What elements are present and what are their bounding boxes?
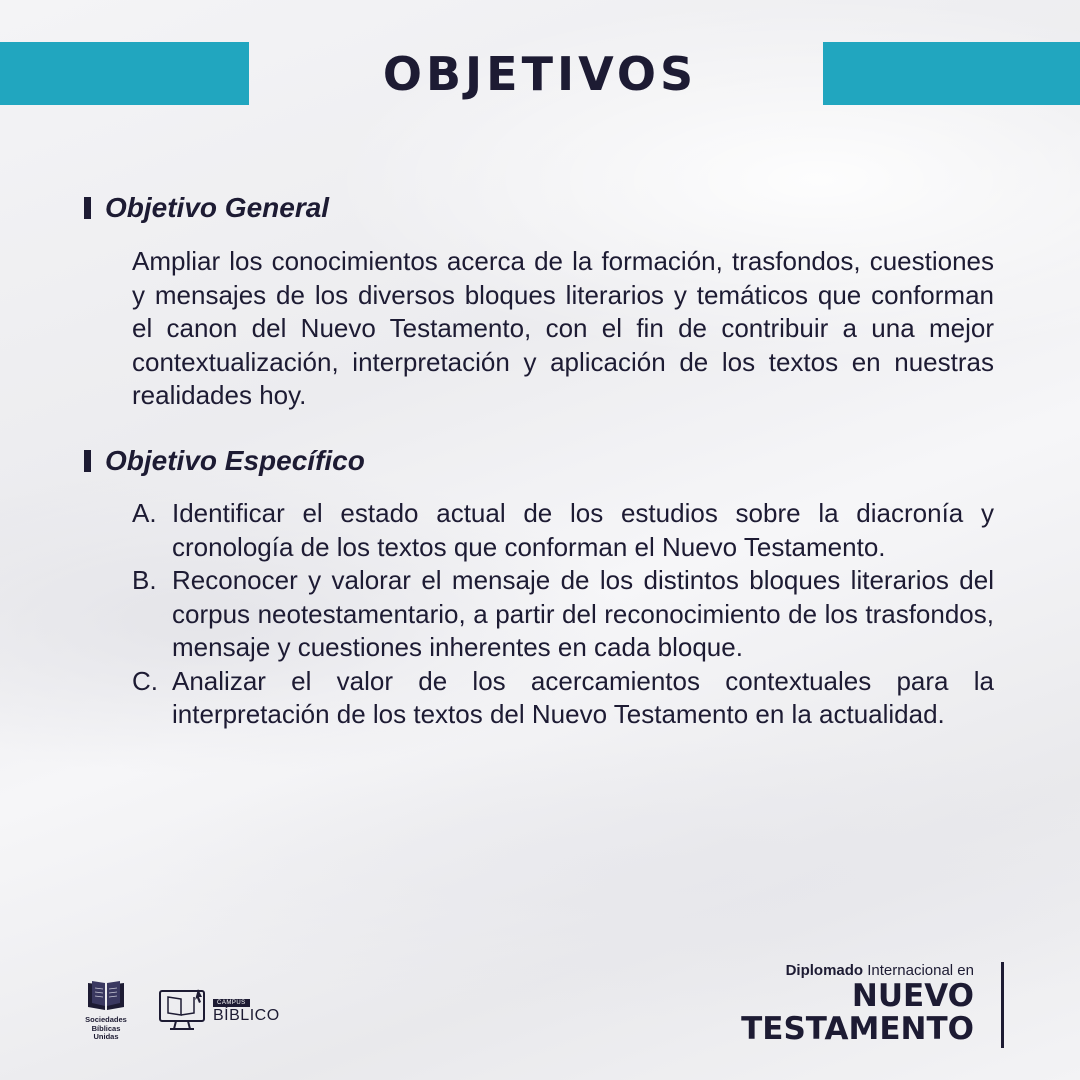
list-item [132, 665, 994, 732]
open-book-icon [84, 977, 128, 1011]
campus-biblico-logo [158, 985, 288, 1035]
list-item [132, 564, 994, 665]
diploma-prefix-bold: Diplomado [785, 962, 864, 979]
diploma-divider [1001, 962, 1004, 1048]
campus-label: CAMPUS [213, 999, 250, 1007]
specific-heading-label: Objetivo Específico [105, 445, 365, 476]
general-heading-label: Objetivo General [105, 192, 330, 223]
sociedades-biblicas-logo [80, 977, 132, 1042]
diploma-prefix-rest: Internacional en [863, 962, 974, 979]
specific-heading [84, 445, 365, 477]
sbu-line-1: Sociedades [85, 1015, 127, 1024]
general-heading [84, 192, 329, 224]
diploma-block [741, 962, 974, 1046]
list-item-text: Analizar el valor de los acercamientos contextuales para la interpretación de los textos del Nuevo Testamento en la actualidad. [172, 665, 994, 729]
sbu-line-2: Bíblicas [91, 1023, 121, 1033]
list-item-text: Reconocer y valorar el mensaje de los distintos bloques literarios del corpus neotestamentario, a partir del reconocimiento de los trasfondos, mensaje y cuestiones inherentes en cada bloque. [172, 565, 994, 662]
list-item-letter: A. [132, 498, 157, 528]
list-item-text: Identificar el estado actual de los estudios sobre la diacronía y cronología de los textos que conforman el Nuevo Testamento. [172, 498, 994, 562]
specific-objectives-list [132, 497, 994, 732]
list-item [132, 497, 994, 564]
computer-book-icon [158, 985, 212, 1035]
biblico-label: BÍBLICO [213, 1007, 280, 1024]
heading-bar-icon [84, 197, 91, 219]
list-item-letter: C. [132, 665, 158, 696]
heading-bar-icon [84, 450, 91, 472]
general-objective-text: Ampliar los conocimientos acerca de la formación, trasfondos, cuestiones y mensajes de los diversos bloques literarios y temáticos que conforman el canon del Nuevo Testamento, con el fin de contribuir a una mejor contextualización, interpretación y aplicación de los textos en nuestras realidades hoy. [132, 246, 994, 410]
page-title: OBJETIVOS [382, 47, 698, 101]
diploma-title-line-2: TESTAMENTO [741, 1011, 974, 1047]
diploma-title-line-1: NUEVO [851, 978, 974, 1014]
list-item-letter: B. [132, 565, 157, 595]
sbu-line-3: Unidas [93, 1032, 119, 1041]
